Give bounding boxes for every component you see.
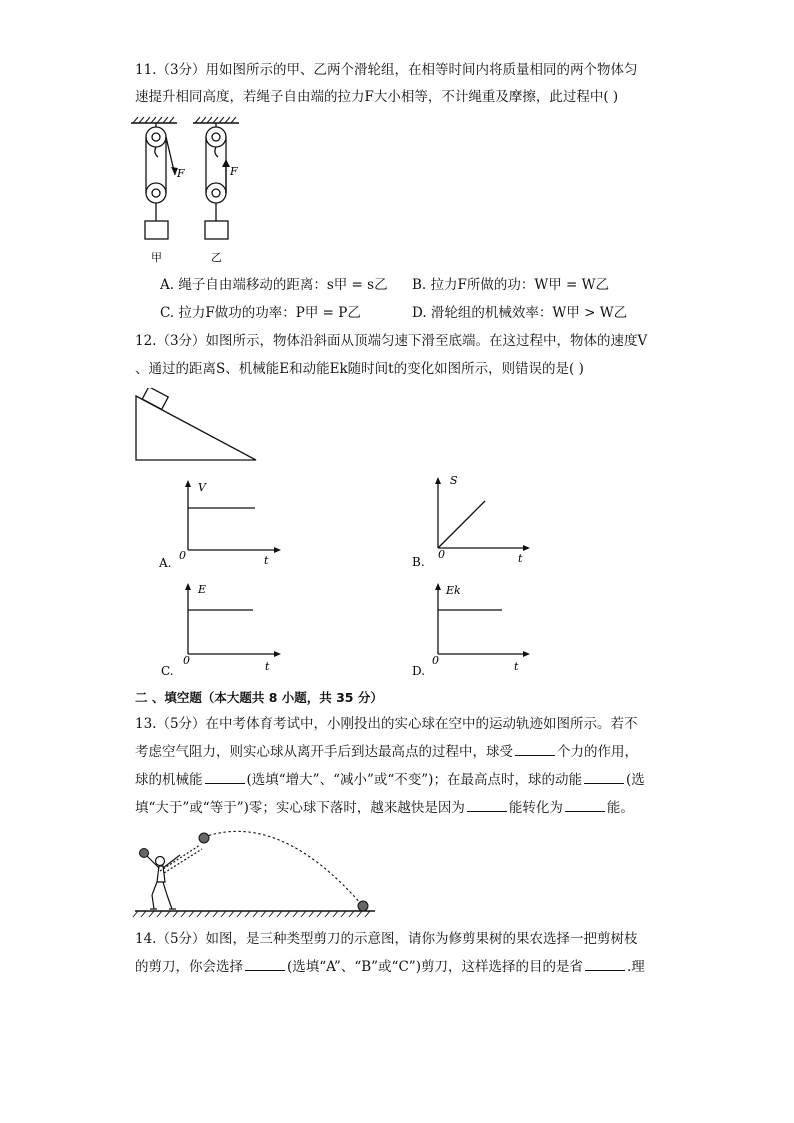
graph-b-ylabel: S xyxy=(450,474,458,487)
graph-c-option: C. xyxy=(161,664,174,678)
force-label-right: F xyxy=(230,165,238,178)
graph-c xyxy=(155,580,290,680)
q12-stem-line2: 、通过的距离S、机械能E和动能Ek随时间t的变化如图所示，则错误的是( ) xyxy=(135,361,584,377)
graph-d-ylabel: Ek xyxy=(446,584,461,597)
q11-option-c: C. 拉力F做功的功率：P甲 = P乙 xyxy=(160,305,361,321)
q12-stem-line1: 12.（3分）如图所示，物体沿斜面从顶端匀速下滑至底端。在这过程中，物体的速度V xyxy=(135,333,648,349)
graph-a-ylabel: V xyxy=(198,481,206,494)
shotput-figure xyxy=(130,823,380,923)
graph-d xyxy=(410,580,545,680)
q11-option-d: D. 滑轮组的机械效率：W甲 > W乙 xyxy=(412,305,628,321)
q13-line1: 13.（5分）在中考体育考试中，小刚投出的实心球在空中的运动轨迹如图所示。若不 xyxy=(135,716,638,732)
q13-line3: 球的机械能 (选填“增大”、“减小”或“不变”)；在最高点时，球的动能 (选 xyxy=(135,772,645,788)
q14-line1: 14.（5分）如图，是三种类型剪刀的示意图，请你为修剪果树的果农选择一把剪树枝 xyxy=(135,931,638,947)
q11-stem-line2: 速提升相同高度，若绳子自由端的拉力F大小相等，不计绳重及摩擦，此过程中( ) xyxy=(135,89,619,105)
graph-c-origin: 0 xyxy=(183,654,190,667)
section2-title: 二 、填空题（本大题共 8 小题，共 35 分） xyxy=(135,690,383,705)
label-yi: 乙 xyxy=(211,251,222,264)
q13-blank-5[interactable] xyxy=(565,799,605,812)
force-label-left: F xyxy=(177,167,185,180)
graph-a-xlabel: t xyxy=(264,554,269,567)
q13-blank-3[interactable] xyxy=(584,771,624,784)
graph-d-xlabel: t xyxy=(514,660,519,673)
graph-d-origin: 0 xyxy=(432,654,439,667)
graph-c-xlabel: t xyxy=(265,660,270,673)
q13-blank-1[interactable] xyxy=(515,743,555,756)
graph-a xyxy=(155,475,290,573)
graph-a-origin: 0 xyxy=(179,549,186,562)
q13-line4: 填“大于”或“等于”)零；实心球下落时，越来越快是因为 能转化为 能。 xyxy=(135,800,634,816)
graph-b xyxy=(410,470,545,570)
graph-c-ylabel: E xyxy=(198,583,207,596)
q11-stem-line1: 11.（3分）用如图所示的甲、乙两个滑轮组，在相等时间内将质量相同的两个物体匀 xyxy=(135,62,638,78)
label-jia: 甲 xyxy=(151,251,162,264)
q14-blank-1[interactable] xyxy=(245,958,285,971)
q14-blank-2[interactable] xyxy=(585,958,625,971)
graph-b-option: B. xyxy=(412,555,425,569)
incline-figure xyxy=(130,388,262,466)
pulley-figure xyxy=(125,113,245,268)
q14-line2: 的剪刀，你会选择 (选填“A”、“B”或“C”)剪刀，这样选择的目的是省 .理 xyxy=(135,959,645,975)
q11-option-a: A. 绳子自由端移动的距离：s甲 = s乙 xyxy=(160,277,388,293)
graph-b-origin: 0 xyxy=(438,548,445,561)
graph-d-option: D. xyxy=(412,664,426,678)
graph-a-option: A. xyxy=(159,556,172,570)
graph-b-xlabel: t xyxy=(518,552,523,565)
q13-blank-4[interactable] xyxy=(467,799,507,812)
q11-option-b: B. 拉力F所做的功：W甲 = W乙 xyxy=(412,277,610,293)
q13-line2: 考虑空气阻力，则实心球从离开手后到达最高点的过程中，球受 个力的作用， xyxy=(135,744,638,760)
q13-blank-2[interactable] xyxy=(205,771,245,784)
